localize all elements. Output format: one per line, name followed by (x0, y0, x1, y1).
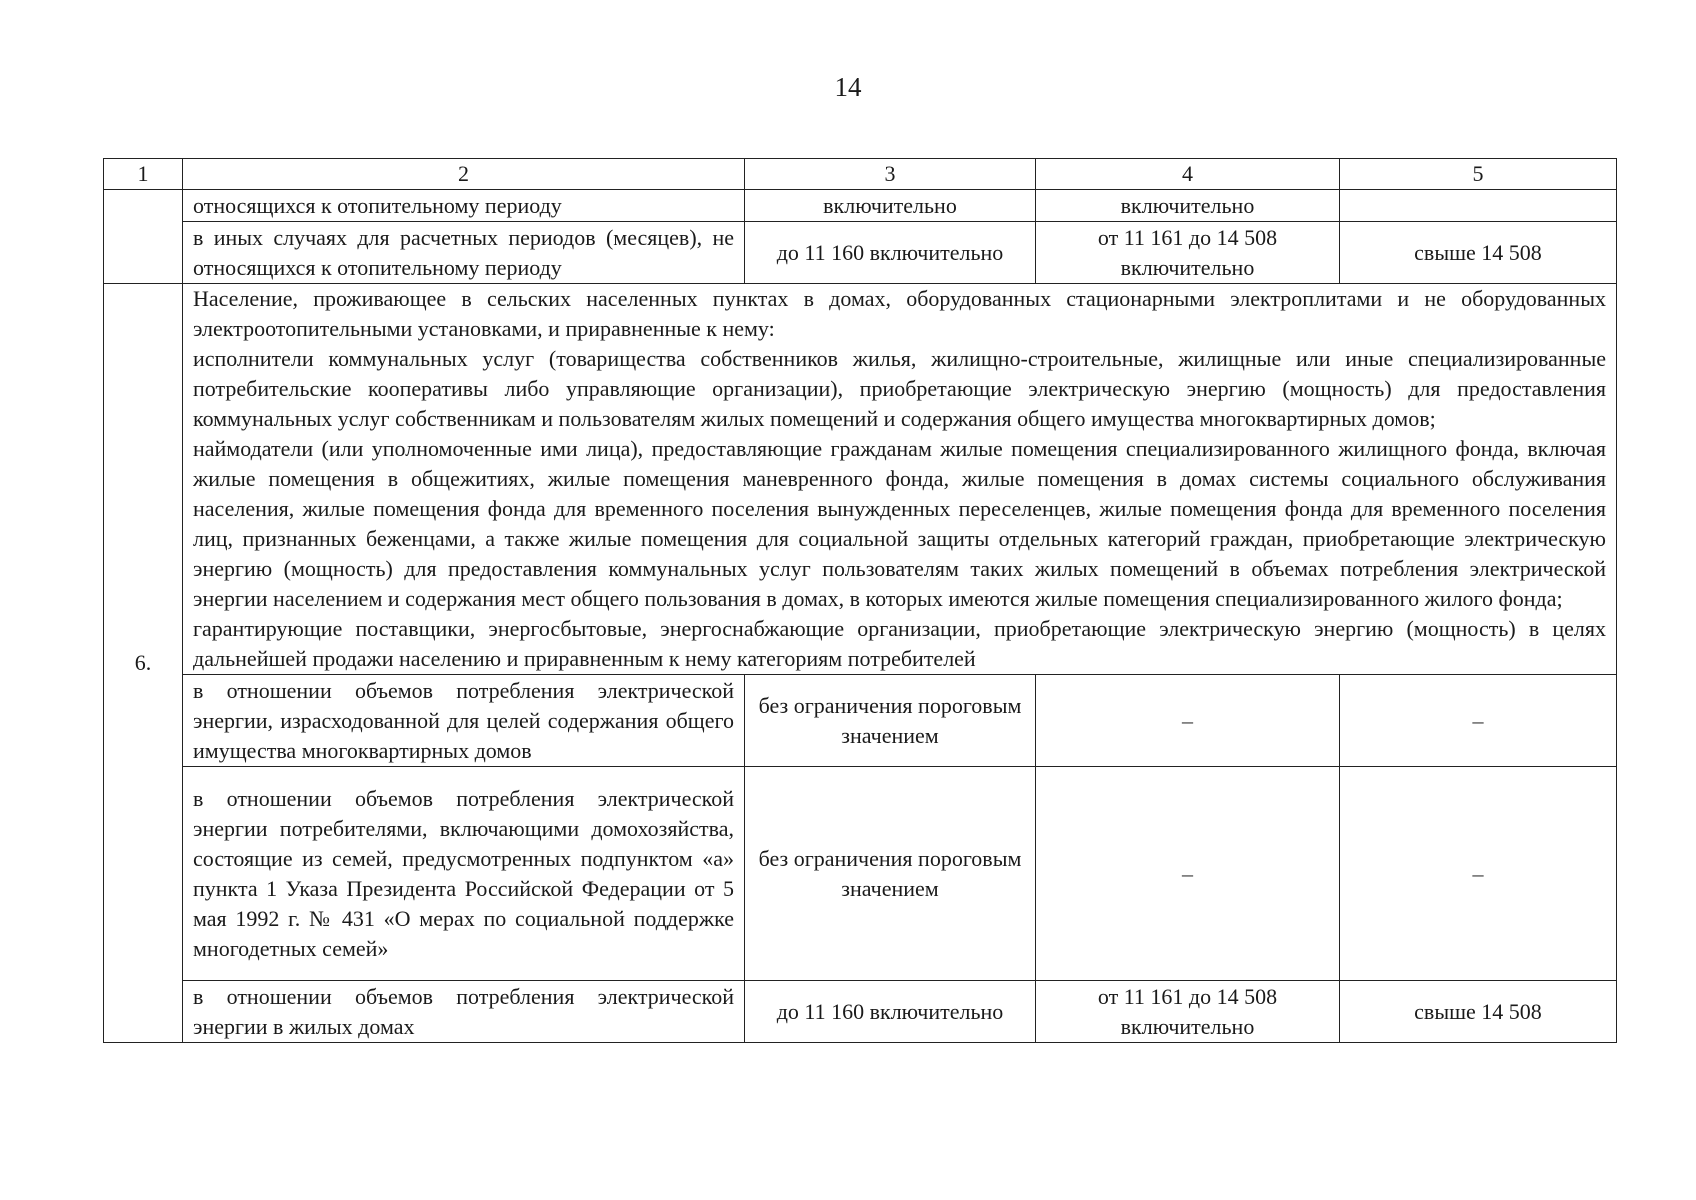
threshold-mid-cell: включительно (1036, 190, 1340, 222)
table-row (104, 190, 1617, 222)
consumer-category-description (183, 284, 1617, 675)
threshold-low-cell: без ограничения пороговым значением (745, 675, 1036, 767)
threshold-mid-cell: – (1036, 767, 1340, 981)
tariff-table (103, 158, 1617, 1043)
column-header-4: 4 (1036, 159, 1340, 190)
row-description-cell: в отношении объемов потребления электрической энергии потребителями, включающими домохозяйства, состоящие из семей, предусмотренных подпунктом «а» пункта 1 Указа Президента Российской Федерации от 5 мая 1992 г. № 431 «О мерах по социальной поддержке многодетных семей» (183, 767, 745, 981)
table-row (104, 981, 1617, 1043)
category-paragraph: исполнители коммунальных услуг (товарищества собственников жилья, жилищно-строительные, жилищные или иные специализированные потребительские кооперативы либо управляющие организации), приобретающие электрическую энергию (мощность) для предоставления коммунальных услуг собственникам и пользователям жилых помещений и содержания общего имущества многоквартирных домов; (193, 346, 1606, 431)
threshold-low-cell: до 11 160 включительно (745, 981, 1036, 1043)
threshold-low-cell: включительно (745, 190, 1036, 222)
row-number-cell: 6. (104, 284, 183, 1043)
threshold-high-cell: – (1340, 767, 1617, 981)
threshold-mid-cell: от 11 161 до 14 508 включительно (1036, 981, 1340, 1043)
threshold-mid-cell: от 11 161 до 14 508 включительно (1036, 222, 1340, 284)
row-description-cell: в иных случаях для расчетных периодов (месяцев), не относящихся к отопительному периоду (183, 222, 745, 284)
table-row (104, 222, 1617, 284)
category-paragraph: Население, проживающее в сельских населенных пунктах в домах, оборудованных стационарными электроплитами и не оборудованных электроотопительными установками, и приравненные к нему: (193, 286, 1606, 341)
threshold-high-cell (1340, 190, 1617, 222)
category-paragraph: гарантирующие поставщики, энергосбытовые, энергоснабжающие организации, приобретающие электрическую энергию (мощность) в целях дальнейшей продажи населению и приравненным к нему категориям потребителей (193, 616, 1606, 671)
category-paragraph: наймодатели (или уполномоченные ими лица), предоставляющие гражданам жилые помещения специализированного жилищного фонда, включая жилые помещения в общежитиях, жилые помещения маневренного фонда, жилые помещения в домах системы социального обслуживания населения, жилые помещения фонда для временного поселения вынужденных переселенцев, жилые помещения фонда для временного поселения лиц, признанных беженцами, а также жилые помещения для социальной защиты отдельных категорий граждан, приобретающие электрическую энергию (мощность) для предоставления коммунальных услуг пользователям таких жилых помещений в объемах потребления электрической энергии населением и содержания мест общего пользования в домах, в которых имеются жилые помещения специализированного жилого фонда; (193, 436, 1606, 611)
threshold-mid-cell: – (1036, 675, 1340, 767)
page-number: 14 (834, 72, 862, 102)
row-number-cell-empty (104, 190, 183, 284)
column-header-5: 5 (1340, 159, 1617, 190)
table-header-row (104, 159, 1617, 190)
column-header-3: 3 (745, 159, 1036, 190)
table-row (104, 675, 1617, 767)
threshold-high-cell: свыше 14 508 (1340, 222, 1617, 284)
column-header-2: 2 (183, 159, 745, 190)
row-description-cell: относящихся к отопительному периоду (183, 190, 745, 222)
column-header-1: 1 (104, 159, 183, 190)
threshold-low-cell: без ограничения пороговым значением (745, 767, 1036, 981)
row-description-cell: в отношении объемов потребления электрической энергии, израсходованной для целей содержания общего имущества многоквартирных домов (183, 675, 745, 767)
row-description-cell: в отношении объемов потребления электрической энергии в жилых домах (183, 981, 745, 1043)
table-row-section-6 (104, 284, 1617, 675)
threshold-high-cell: свыше 14 508 (1340, 981, 1617, 1043)
table-row (104, 767, 1617, 981)
threshold-low-cell: до 11 160 включительно (745, 222, 1036, 284)
threshold-high-cell: – (1340, 675, 1617, 767)
